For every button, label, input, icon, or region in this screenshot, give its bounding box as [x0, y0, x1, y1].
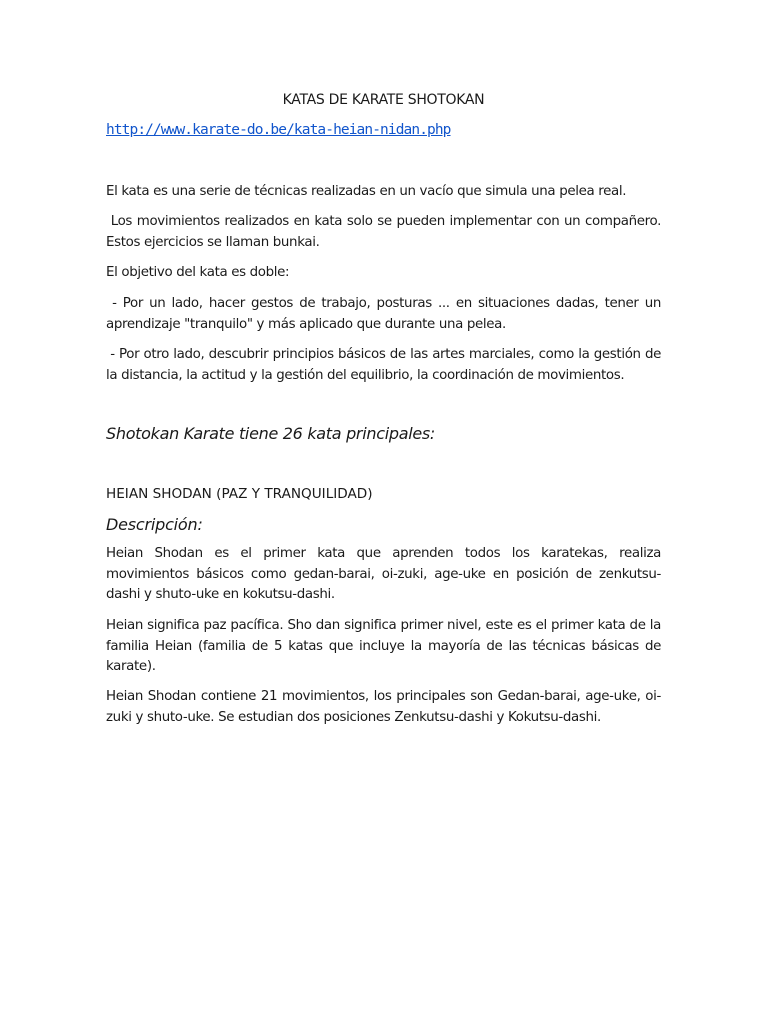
heian-shodan-heading: HEIAN SHODAN (PAZ Y TRANQUILIDAD)	[106, 486, 373, 502]
paragraph-heian-meaning: Heian significa paz pacífica. Sho dan significa primer nivel, este es el primer kata de la familia Heian (familia de 5 katas que incluye la mayoría de las técnicas básicas de karate).	[106, 618, 661, 674]
paragraph-heian-intro: Heian Shodan es el primer kata que aprenden todos los karatekas, realiza movimientos básicos como gedan-barai, oi-zuki, age-uke en posición de zenkutsu-dashi y shuto-uke en kokutsu-dashi.	[106, 546, 661, 602]
paragraph-objective-first: - Por un lado, hacer gestos de trabajo, posturas ... en situaciones dadas, tener un aprendizaje "tranquilo" y más aplicado que durante una pelea.	[106, 296, 665, 332]
paragraph-heian-movements: Heian Shodan contiene 21 movimientos, los principales son Gedan-barai, age-uke, oi-zuki y shuto-uke. Se estudian dos posiciones Zenkutsu-dashi y Kokutsu-dashi.	[106, 689, 661, 725]
description-heading: Descripción:	[106, 515, 203, 534]
shotokan-heading: Shotokan Karate tiene 26 kata principales:	[106, 424, 436, 443]
karate-do-link[interactable]: http://www.karate-do.be/kata-heian-nidan.php	[106, 122, 451, 138]
paragraph-objective-second: - Por otro lado, descubrir principios básicos de las artes marciales, como la gestión de la distancia, la actitud y la gestión del equilibrio, la coordinación de movimientos.	[106, 347, 665, 383]
document-title: KATAS DE KARATE SHOTOKAN	[282, 92, 485, 108]
paragraph-movements: Los movimientos realizados en kata solo se pueden implementar con un compañero. Estos ejercicios se llaman bunkai.	[106, 214, 665, 250]
paragraph-objective: El objetivo del kata es doble:	[106, 265, 290, 280]
paragraph-kata-definition: El kata es una serie de técnicas realizadas en un vacío que simula una pelea real.	[106, 184, 627, 199]
